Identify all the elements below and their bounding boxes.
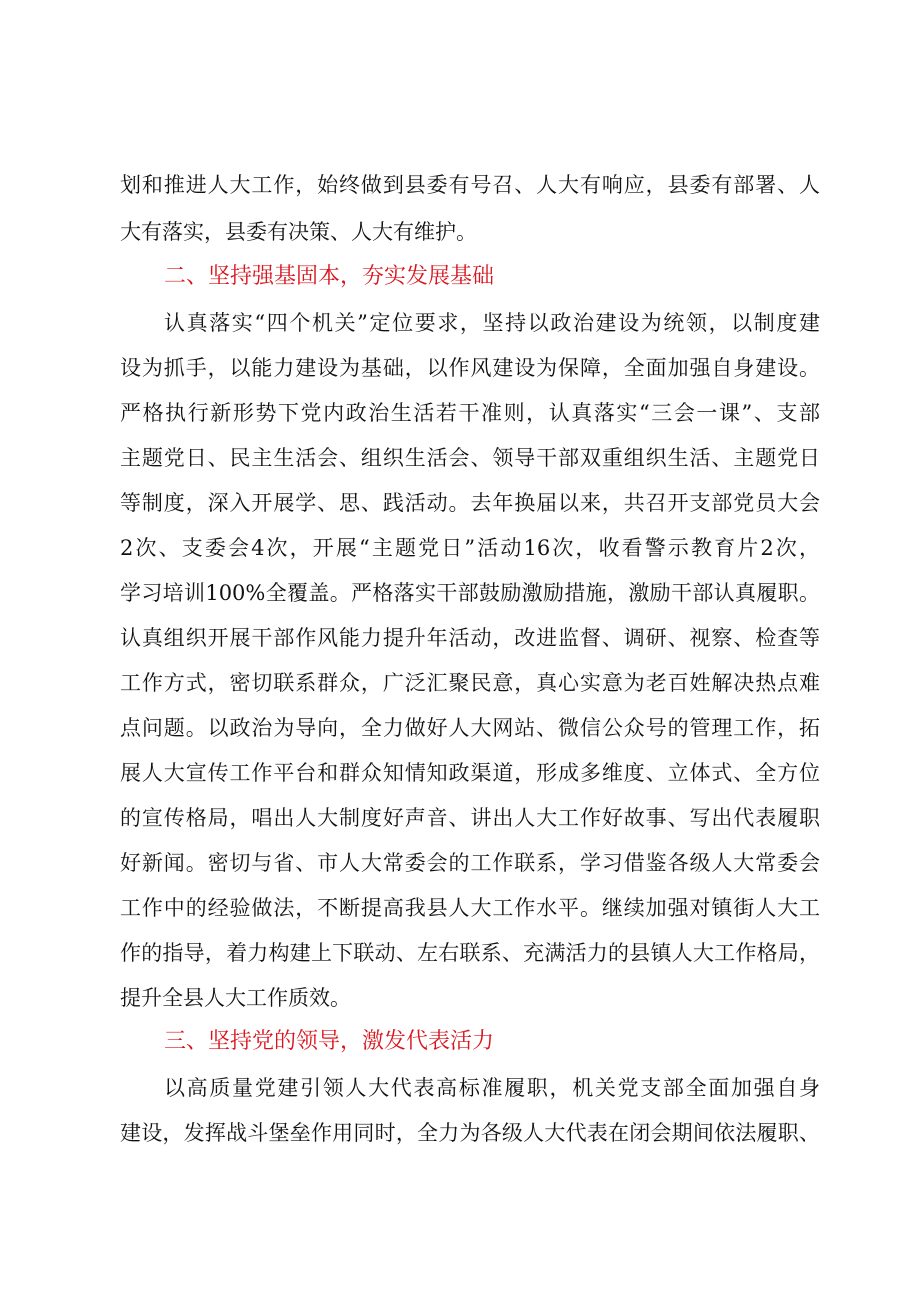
section-two-line-8: 认真组织开展干部作风能力提升年活动，改进监督、调研、视察、检查等 (120, 626, 820, 650)
intro-line-1: 划和推进人大工作，始终做到县委有号召、人大有响应，县委有部署、人 (120, 173, 820, 197)
section-two-heading: 二、坚持强基固本，夯实发展基础 (164, 264, 495, 289)
section-two-line-16: 提升全县人大工作质效。 (120, 986, 351, 1010)
section-two-line-5: 等制度，深入开展学、思、践活动。去年换届以来，共召开支部党员大会 (120, 491, 820, 515)
intro-line-2: 大有落实，县委有决策、人大有维护。 (120, 220, 477, 244)
section-two-line-7: 学习培训100%全覆盖。严格落实干部鼓励激励措施，激励干部认真履职。 (120, 581, 820, 605)
section-two-line-4: 主题党日、民主生活会、组织生活会、领导干部双重组织生活、主题党日 (120, 446, 820, 470)
section-two-line-3: 严格执行新形势下党内政治生活若干准则，认真落实“三会一课”、支部 (120, 401, 820, 425)
section-two-line-12: 的宣传格局，唱出人大制度好声音、讲出人大工作好故事、写出代表履职 (120, 806, 820, 830)
section-two-line-1: 认真落实“四个机关”定位要求，坚持以政治建设为统领，以制度建 (164, 311, 820, 335)
section-two-line-11: 展人大宣传工作平台和群众知情知政渠道，形成多维度、立体式、全方位 (120, 761, 820, 785)
section-three-line-1: 以高质量党建引领人大代表高标准履职，机关党支部全面加强自身 (164, 1076, 820, 1100)
section-two-line-6: 2次、支委会4次，开展“主题党日”活动16次，收看警示教育片2次， (120, 536, 820, 560)
section-two-line-15: 作的指导，着力构建上下联动、左右联系、充满活力的县镇人大工作格局， (120, 941, 820, 965)
section-two-line-2: 设为抓手，以能力建设为基础，以作风建设为保障，全面加强自身建设。 (120, 356, 820, 380)
section-two-line-14: 工作中的经验做法，不断提高我县人大工作水平。继续加强对镇街人大工 (120, 896, 820, 920)
section-two-line-10: 点问题。以政治为导向，全力做好人大网站、微信公众号的管理工作，拓 (120, 716, 820, 740)
section-two-line-9: 工作方式，密切联系群众，广泛汇聚民意，真心实意为老百姓解决热点难 (120, 671, 820, 695)
section-three-line-2: 建设，发挥战斗堡垒作用同时，全力为各级人大代表在闭会期间依法履职、 (120, 1121, 820, 1145)
section-three-heading: 三、坚持党的领导，激发代表活力 (164, 1029, 495, 1054)
section-two-line-13: 好新闻。密切与省、市人大常委会的工作联系，学习借鉴各级人大常委会 (120, 851, 820, 875)
